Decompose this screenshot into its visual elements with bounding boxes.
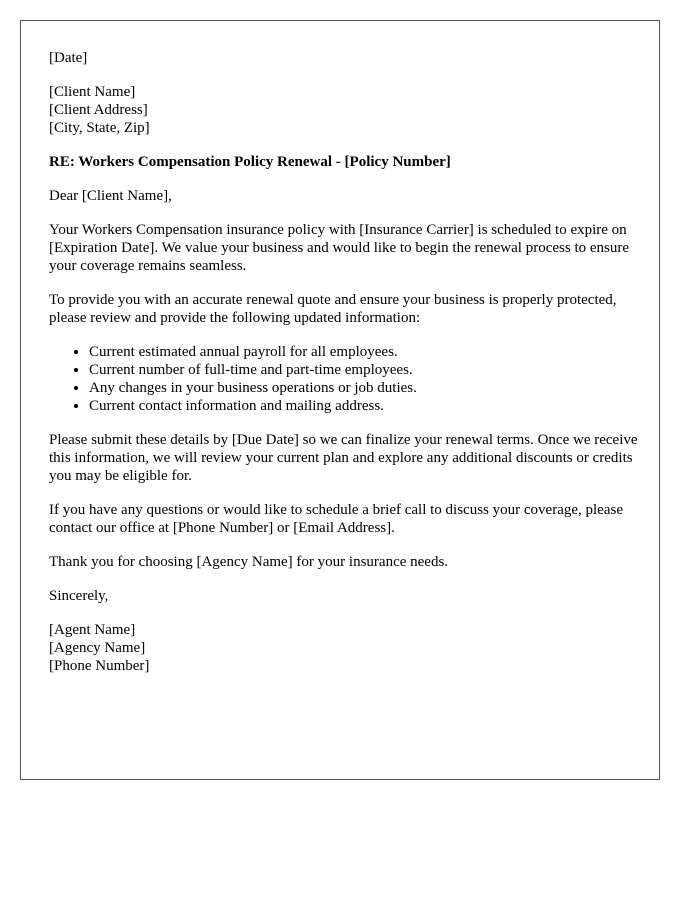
list-item: • Current estimated annual payroll for all employees.: [89, 343, 639, 361]
paragraph-information-request: To provide you with an accurate renewal quote and ensure your business is properly protected, please review and provide the following updated information:: [49, 292, 617, 326]
salutation: Dear [Client Name],: [49, 188, 172, 204]
paragraph-contact: If you have any questions or would like to schedule a brief call to discuss your coverage, please contact our office at [Phone Number] or [Email Address].: [49, 502, 623, 536]
paragraph-due-date: Please submit these details by [Due Date] so we can finalize your renewal terms. Once we receive this information, we will review your current plan and explore any additional discounts or credits you may be eligible for.: [49, 432, 638, 484]
list-item: • Any changes in your business operations or job duties.: [89, 379, 639, 397]
recipient-address: [Client Address]: [49, 102, 148, 118]
letter-page: [20, 20, 660, 780]
agent-name: [Agent Name]: [49, 622, 136, 638]
list-item: • Current number of full-time and part-time employees.: [89, 361, 639, 379]
list-item: • Current contact information and mailing address.: [89, 397, 639, 415]
letter-body: [49, 49, 639, 691]
closing: Sincerely,: [49, 588, 109, 604]
agency-name: [Agency Name]: [49, 640, 146, 656]
paragraph-thank-you: Thank you for choosing [Agency Name] for your insurance needs.: [49, 554, 449, 570]
recipient-name: [Client Name]: [49, 84, 136, 100]
recipient-address-block: [49, 83, 639, 137]
signature-block: [49, 621, 639, 675]
subject-line: RE: Workers Compensation Policy Renewal - [Policy Number]: [49, 154, 451, 170]
required-information-list: [49, 343, 639, 415]
paragraph-expiration-notice: Your Workers Compensation insurance policy with [Insurance Carrier] is scheduled to expire on [Expiration Date]. We value your business and would like to begin the renewal process to ensure your coverage remains seamless.: [49, 222, 630, 274]
letter-date: [Date]: [49, 50, 88, 66]
agent-phone: [Phone Number]: [49, 658, 150, 674]
recipient-city-state-zip: [City, State, Zip]: [49, 120, 150, 136]
